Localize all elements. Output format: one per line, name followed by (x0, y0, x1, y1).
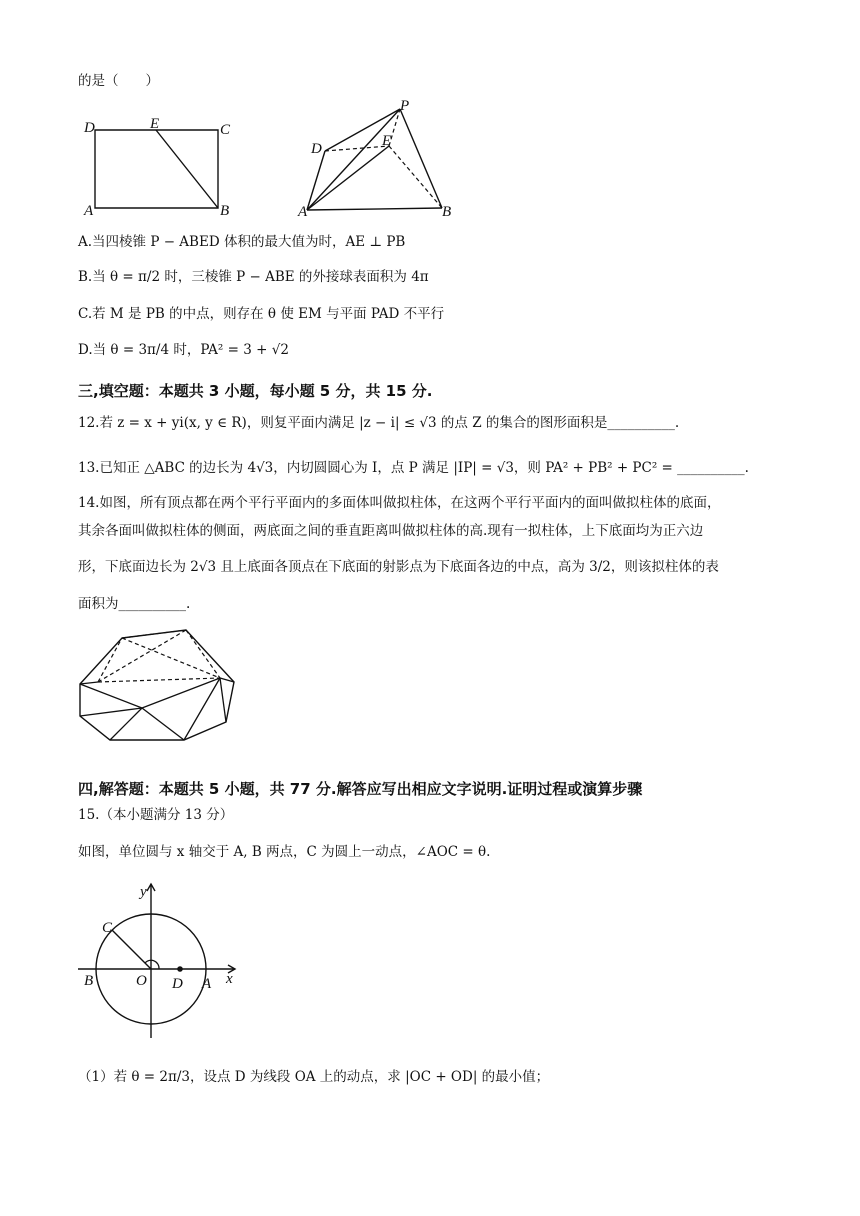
label-e: E (382, 133, 392, 149)
label-o: O (136, 973, 147, 989)
option-d: D.当 θ = 3π/4 时，PA² = 3 + √2 (78, 342, 289, 358)
label-a: A (202, 976, 212, 992)
segment-oc (112, 930, 151, 969)
pyramid-figure (296, 96, 466, 222)
rectangle-abcd-figure (80, 112, 240, 220)
label-b: B (442, 204, 452, 220)
question-14-line-1: 14.如图，所有顶点都在两个平行平面内的多面体叫做拟柱体，在这两个平行平面内的面叫做拟柱体的底面， (78, 495, 721, 511)
label-c: C (102, 920, 113, 936)
option-c: C.若 M 是 PB 的中点，则存在 θ 使 EM 与平面 PAD 不平行 (78, 306, 445, 322)
unit-circle-figure (74, 880, 254, 1042)
label-y: y (140, 884, 147, 900)
label-e: E (150, 116, 160, 132)
rectangle-outline (95, 130, 218, 208)
label-d: D (311, 141, 322, 157)
label-a: A (84, 203, 94, 219)
label-d: D (84, 120, 95, 136)
question-15-header: 15.（本小题满分 13 分） (78, 807, 234, 823)
label-p: P (400, 98, 410, 114)
question-13: 13.已知正 △ABC 的边长为 4√3，内切圆圆心为 I，点 P 满足 |IP| = √3，则 PA² + PB² + PC² = __________. (78, 460, 749, 476)
label-b: B (220, 203, 230, 219)
section-4-title: 四,解答题：本题共 5 小题，共 77 分.解答应写出相应文字说明.证明过程或演算步骤 (78, 780, 643, 798)
top-line: 的是（ ） (78, 73, 159, 89)
section-3-title: 三,填空题：本题共 3 小题，每小题 5 分，共 15 分. (78, 382, 433, 400)
label-c: C (220, 122, 231, 138)
label-x: x (226, 971, 233, 987)
option-a: A.当四棱锥 P − ABED 体积的最大值为时，AE ⊥ PB (78, 234, 406, 250)
label-d: D (172, 976, 183, 992)
label-b: B (84, 973, 94, 989)
question-14-line-4: 面积为__________. (78, 596, 191, 612)
point-d (178, 967, 183, 972)
option-b: B.当 θ = π/2 时，三棱锥 P − ABE 的外接球表面积为 4π (78, 269, 429, 285)
question-14-line-3: 形，下底面边长为 2√3 且上底面各顶点在下底面的射影点为下底面各边的中点，高为 3/2，则该拟柱体的表 (78, 559, 719, 575)
label-a: A (298, 204, 308, 220)
question-12: 12.若 z = x + yi(x, y ∈ R)，则复平面内满足 |z − i| ≤ √3 的点 Z 的集合的图形面积是__________. (78, 415, 680, 431)
prismatoid-figure (74, 624, 244, 750)
question-15-part-1: （1）若 θ = 2π/3，设点 D 为线段 OA 上的动点，求 |OC + OD| 的最小值； (78, 1069, 550, 1085)
segment-eb (156, 130, 218, 208)
question-15-stem: 如图，单位圆与 x 轴交于 A, B 两点，C 为圆上一动点，∠AOC = θ. (78, 844, 491, 860)
question-14-line-2: 其余各面叫做拟柱体的侧面，两底面之间的垂直距离叫做拟柱体的高.现有一拟柱体，上下底面均为正六边 (78, 523, 704, 539)
